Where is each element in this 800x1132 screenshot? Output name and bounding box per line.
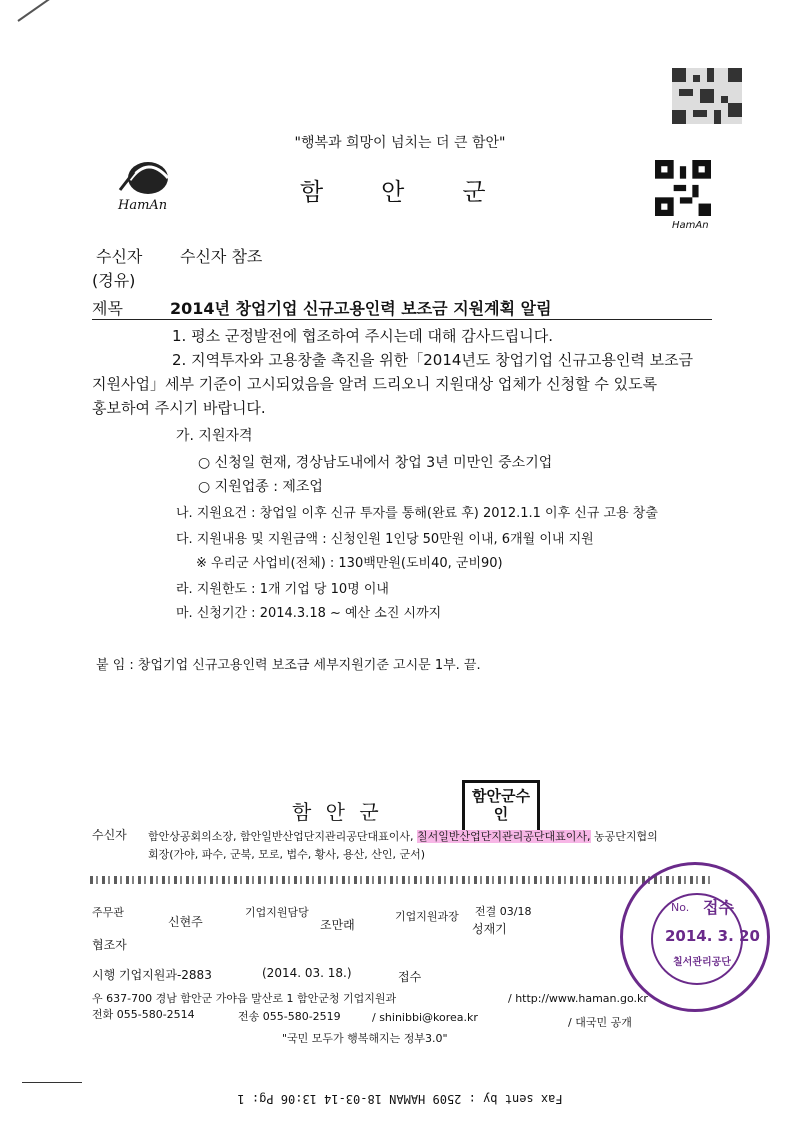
page-title: 함안군 [300, 178, 544, 206]
qr-code-icon-2 [655, 160, 711, 216]
phone: 전화 055-580-2514 [92, 1008, 195, 1021]
recipient-label: 수신자 [96, 247, 143, 266]
exec-date: (2014. 03. 18.) [262, 966, 352, 980]
exec-number: 시행 기업지원과-2883 [92, 968, 212, 982]
homepage-url[interactable]: / http://www.haman.go.kr [508, 992, 648, 1005]
manager-role: 기업지원담당 [245, 906, 309, 919]
recipients-label: 수신자 [92, 828, 127, 842]
official-seal-text: 함안군수인 [472, 787, 530, 823]
chief-note: 전결 03/18 [475, 905, 532, 918]
recipients-line1-a: 함안상공회의소장, 함안일반산업단지관리공단대표이사, [148, 830, 414, 843]
drafter-role: 주무관 [92, 906, 124, 919]
paragraph-2-line2: 지원사업」세부 기준이 고시되었음을 알려 드리오니 지원대상 업체가 신청할 수 있도록 [92, 375, 658, 393]
address: 우 637-700 경남 함안군 가야읍 말산로 1 함안군청 기업지원과 [92, 992, 397, 1005]
receipt-no-label: No. [671, 901, 690, 914]
via-label: (경유) [92, 271, 136, 290]
subject-line [92, 296, 712, 320]
subject-label: 제목 [92, 299, 123, 318]
section-na: 나. 지원요건 : 창업일 이후 신규 투자를 통해(완료 후) 2012.1.1 이후 신규 고용 창출 [176, 506, 658, 521]
corner-mark [17, 0, 51, 22]
section-da-note: ※ 우리군 사업비(전체) : 130백만원(도비40, 군비90) [196, 556, 503, 571]
footer-rule [22, 1082, 82, 1083]
section-ra: 라. 지원한도 : 1개 기업 당 10명 이내 [176, 582, 389, 597]
attachment-line: 붙 임 : 창업기업 신규고용인력 보조금 세부지원기준 고시문 1부. 끝. [96, 658, 481, 673]
section-da: 다. 지원내용 및 지원금액 : 신청인원 1인당 50만원 이내, 6개월 이내 지원 [176, 532, 594, 547]
recipients-line1-c: 농공단지협의 [594, 830, 658, 843]
receipt-stamp [620, 862, 770, 1012]
manager-name: 조만래 [320, 918, 355, 932]
scan-noise-divider [90, 876, 710, 884]
logo-text: HamAn [118, 198, 168, 213]
section-ma: 마. 신청기간 : 2014.3.18 ~ 예산 소진 시까지 [176, 606, 442, 621]
recipients-line1-highlight: 칠서일반산업단지관리공단대표이사, [417, 830, 591, 843]
issuer-name: 함 안 군 [292, 800, 383, 824]
email[interactable]: / shinibbi@korea.kr [372, 1011, 478, 1024]
paragraph-2-line1: 2. 지역투자와 고용창출 촉진을 위한「2014년도 창업기업 신규고용인력 보조금 [172, 351, 694, 369]
recipients-line1 [148, 828, 658, 844]
recipients-line2: 회장(가야, 파수, 군북, 모로, 법수, 황사, 용산, 산인, 군서) [148, 848, 426, 861]
chief-role: 기업지원과장 [395, 910, 459, 923]
paragraph-1: 1. 평소 군정발전에 협조하여 주시는데 대해 감사드립니다. [172, 327, 553, 345]
fax-footer-text: Fax sent by : 2509 HAMAN 18-03-14 13:06 Pg: 1 [237, 1092, 563, 1106]
paragraph-2-line3: 홍보하여 주시기 바랍니다. [92, 399, 266, 417]
receipt-title: 접수 [703, 898, 734, 917]
receipt-label: 접수 [398, 970, 422, 984]
section-ga: 가. 지원자격 [176, 428, 253, 444]
receipt-org: 칠서관리공단 [673, 957, 731, 968]
cooperator-label: 협조자 [92, 938, 127, 952]
section-ga-item1: ○ 신청일 현재, 경상남도내에서 창업 3년 미만인 중소기업 [198, 455, 553, 471]
disclosure: / 대국민 공개 [568, 1016, 632, 1029]
chief-name: 성재기 [472, 922, 507, 936]
subject-value: 2014년 창업기업 신규고용인력 보조금 지원계획 알림 [170, 299, 552, 318]
recipient-value: 수신자 참조 [180, 247, 263, 266]
section-ga-item2: ○ 지원업종 : 제조업 [198, 479, 323, 495]
fax-number: 전송 055-580-2519 [238, 1010, 341, 1023]
motto: "국민 모두가 행복해지는 정부3.0" [282, 1032, 448, 1045]
qr-caption: HamAn [672, 220, 709, 231]
slogan: "행복과 희망이 넘치는 더 큰 함안" [294, 135, 506, 151]
receipt-date: 2014. 3. 20 [665, 927, 760, 945]
qr-code-icon [672, 68, 742, 124]
fax-footer [0, 1092, 800, 1106]
drafter-name: 신현주 [168, 915, 203, 929]
